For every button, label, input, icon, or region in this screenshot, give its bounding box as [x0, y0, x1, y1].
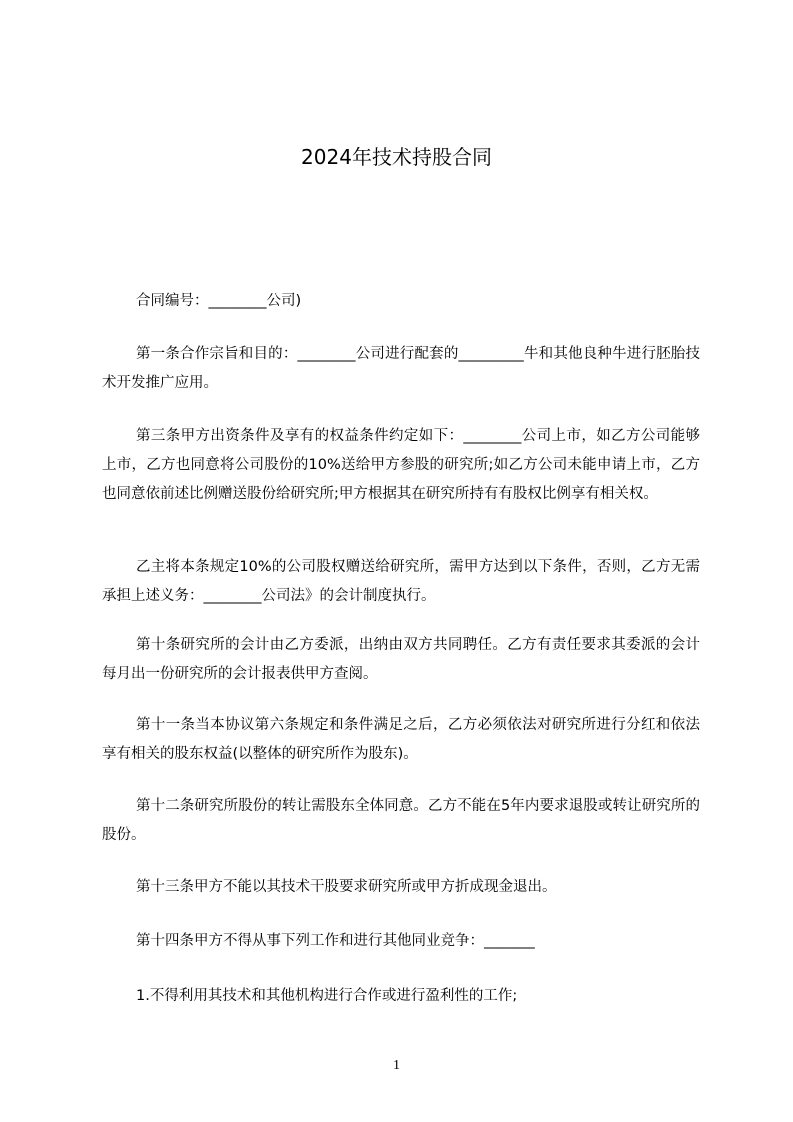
paragraph-contract-number: 合同编号：________公司)	[136, 293, 302, 309]
paragraph-article-10: 第十条研究所的会计由乙方委派，出纳由双方共同聘任。乙方有责任要求其委派的会计每月出一份研究所的会计报表供甲方查阅。	[102, 637, 700, 682]
paragraph-article-13: 第十三条甲方不能以其技术干股要求研究所或甲方折成现金退出。	[136, 879, 557, 895]
paragraph-article-11: 第十一条当本协议第六条规定和条件满足之后，乙方必须依法对研究所进行分红和依法享有相关的股东权益(以整体的研究所作为股东)。	[102, 717, 700, 762]
paragraph-article-3: 第三条甲方出资条件及享有的权益条件约定如下：________公司上市，如乙方公司能够上市，乙方也同意将公司股份的10%送给甲方参股的研究所;如乙方公司未能申请上市，乙方也同意依前述比例赠送股份给研究所;甲方根据其在研究所持有有股权比例享有相关权。	[102, 428, 700, 502]
document-title: 2024年技术持股合同	[301, 145, 492, 169]
paragraph-article-1: 第一条合作宗旨和目的：________公司进行配套的_________牛和其他良种牛进行胚胎技术开发推广应用。	[102, 346, 700, 391]
page-number: 1	[393, 1058, 400, 1073]
paragraph-article-12: 第十二条研究所股份的转让需股东全体同意。乙方不能在5年内要求退股或转让研究所的股份。	[102, 798, 700, 843]
paragraph-article-14: 第十四条甲方不得从事下列工作和进行其他同业竞争：_______	[136, 933, 535, 949]
paragraph-equity-condition: 乙主将本条规定10%的公司股权赠送给研究所，需甲方达到以下条件，否则，乙方无需承担上述义务：________公司法》的会计制度执行。	[102, 559, 700, 604]
paragraph-item-1: 1.不得利用其技术和其他机构进行合作或进行盈利性的工作;	[136, 988, 518, 1004]
